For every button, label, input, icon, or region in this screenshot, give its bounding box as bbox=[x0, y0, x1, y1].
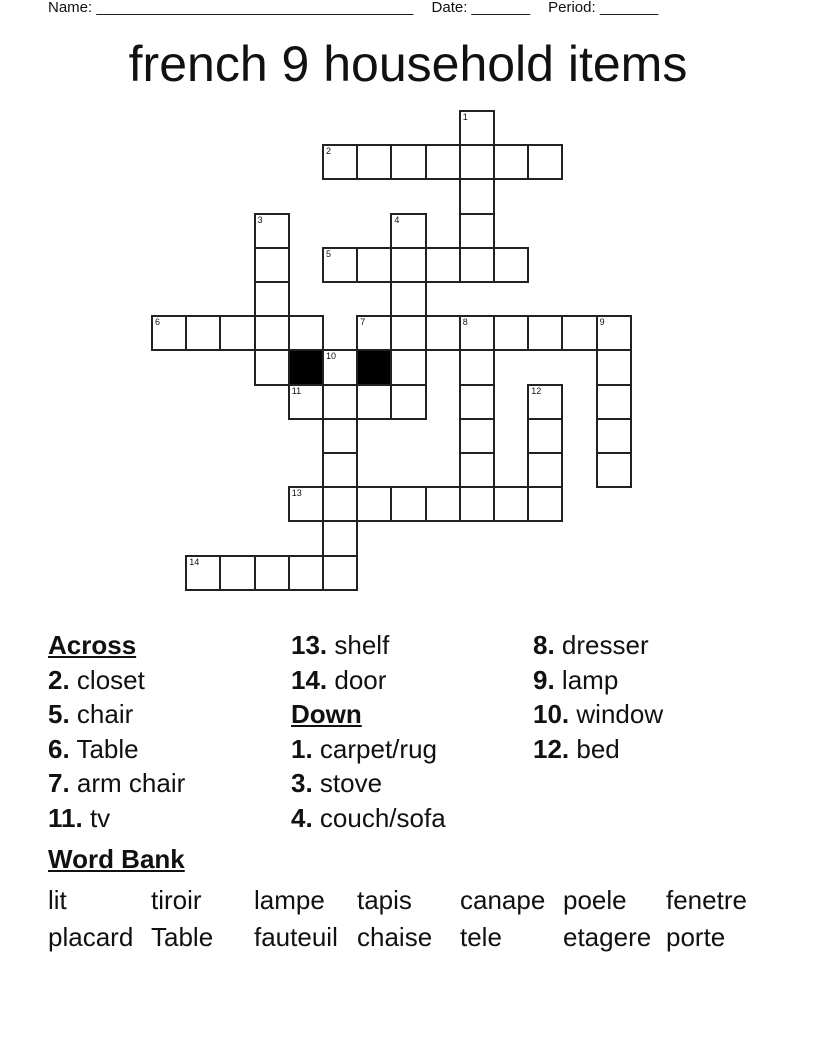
clue-text: dresser bbox=[561, 630, 649, 660]
clue-column-3 bbox=[533, 628, 663, 766]
word-bank-word: etagere bbox=[563, 922, 652, 952]
clue-text: shelf bbox=[334, 630, 390, 660]
clue-number: 8. bbox=[533, 630, 555, 660]
crossword-cell[interactable] bbox=[459, 315, 495, 351]
clue-across-6 bbox=[48, 732, 185, 767]
clue-across-2 bbox=[48, 663, 185, 698]
word-bank-title: Word Bank bbox=[48, 844, 185, 874]
crossword-cell[interactable] bbox=[459, 144, 495, 180]
crossword-cell[interactable] bbox=[493, 247, 529, 283]
crossword-cell[interactable] bbox=[425, 247, 461, 283]
clue-number-label: 12 bbox=[531, 385, 542, 396]
crossword-cell[interactable] bbox=[390, 281, 426, 317]
down-heading: Down bbox=[291, 699, 362, 729]
crossword-cell[interactable] bbox=[459, 110, 495, 146]
clue-number-label: 1 bbox=[462, 112, 468, 122]
clue-number-label: 6 bbox=[155, 317, 161, 328]
crossword-cell[interactable] bbox=[527, 452, 563, 488]
clue-number: 12. bbox=[533, 733, 570, 764]
clue-down-10 bbox=[533, 697, 663, 732]
word-bank-word: chaise bbox=[357, 922, 433, 952]
clue-text: Table bbox=[76, 733, 139, 764]
name-field-label[interactable]: Name: ______________________________________ bbox=[48, 0, 414, 16]
crossword-cell[interactable] bbox=[322, 452, 358, 488]
clue-number-label: 13 bbox=[291, 488, 302, 499]
crossword-black-cell bbox=[356, 349, 392, 385]
crossword-cell[interactable] bbox=[322, 384, 358, 420]
clue-number: 1. bbox=[291, 733, 313, 764]
word-bank-word: fauteuil bbox=[254, 922, 338, 952]
clue-number: 2. bbox=[48, 664, 70, 695]
crossword-cell[interactable] bbox=[254, 349, 290, 385]
clue-number: 6. bbox=[48, 733, 70, 764]
clue-down-3 bbox=[291, 766, 446, 801]
crossword-cell[interactable] bbox=[425, 486, 461, 522]
crossword-cell[interactable] bbox=[288, 555, 324, 591]
crossword-cell[interactable] bbox=[459, 247, 495, 283]
crossword-cell[interactable] bbox=[527, 384, 563, 420]
crossword-cell[interactable] bbox=[322, 349, 358, 385]
clue-number-label: 14 bbox=[189, 556, 200, 567]
crossword-cell[interactable] bbox=[288, 486, 324, 522]
crossword-cell[interactable] bbox=[356, 315, 392, 351]
word-bank-word: porte bbox=[666, 922, 726, 952]
crossword-cell[interactable] bbox=[288, 315, 324, 351]
word-bank-word: canape bbox=[460, 885, 546, 915]
clue-text: tv bbox=[89, 802, 111, 833]
crossword-cell[interactable] bbox=[459, 452, 495, 488]
crossword-cell[interactable] bbox=[356, 247, 392, 283]
clue-number: 14. bbox=[291, 664, 328, 695]
crossword-cell[interactable] bbox=[390, 486, 426, 522]
clue-number-label: 9 bbox=[599, 317, 605, 328]
clue-number: 7. bbox=[48, 768, 70, 798]
crossword-cell[interactable] bbox=[561, 315, 597, 351]
crossword-cell[interactable] bbox=[459, 178, 495, 214]
crossword-cell[interactable] bbox=[459, 213, 495, 249]
word-bank-word: tiroir bbox=[151, 885, 202, 915]
crossword-cell[interactable] bbox=[527, 486, 563, 522]
clue-number-label: 8 bbox=[462, 317, 468, 328]
crossword-cell[interactable] bbox=[493, 486, 529, 522]
crossword-cell[interactable] bbox=[185, 555, 221, 591]
clue-down-4 bbox=[291, 801, 446, 836]
clue-number: 5. bbox=[48, 699, 70, 729]
crossword-cell[interactable] bbox=[322, 486, 358, 522]
crossword-cell[interactable] bbox=[527, 418, 563, 454]
crossword-cell[interactable] bbox=[322, 520, 358, 556]
crossword-cell[interactable] bbox=[596, 384, 632, 420]
crossword-cell[interactable] bbox=[356, 486, 392, 522]
crossword-cell[interactable] bbox=[254, 213, 290, 249]
crossword-cell[interactable] bbox=[596, 349, 632, 385]
crossword-cell[interactable] bbox=[254, 281, 290, 317]
crossword-cell[interactable] bbox=[527, 144, 563, 180]
clue-number: 3. bbox=[291, 768, 313, 798]
clue-down-1 bbox=[291, 732, 446, 767]
clue-down-9 bbox=[533, 663, 663, 698]
across-heading: Across bbox=[48, 630, 137, 660]
word-bank-word: tele bbox=[460, 922, 502, 952]
crossword-cell[interactable] bbox=[322, 418, 358, 454]
crossword-cell[interactable] bbox=[459, 384, 495, 420]
crossword-cell[interactable] bbox=[459, 418, 495, 454]
word-bank-word: poele bbox=[563, 885, 627, 915]
crossword-cell[interactable] bbox=[459, 486, 495, 522]
crossword-cell[interactable] bbox=[459, 349, 495, 385]
clue-text: chair bbox=[76, 699, 134, 729]
clue-number: 4. bbox=[291, 802, 313, 833]
crossword-cell[interactable] bbox=[390, 384, 426, 420]
crossword-cell[interactable] bbox=[596, 315, 632, 351]
clue-text: lamp bbox=[561, 664, 619, 695]
clue-column-1 bbox=[48, 628, 185, 835]
clue-text: window bbox=[576, 699, 664, 729]
word-bank-word: lit bbox=[48, 885, 67, 915]
clue-across-5 bbox=[48, 697, 185, 732]
crossword-cell[interactable] bbox=[254, 315, 290, 351]
clue-number: 11. bbox=[48, 802, 83, 833]
clue-across-13 bbox=[291, 628, 446, 663]
clue-down-8 bbox=[533, 628, 663, 663]
clue-across-14 bbox=[291, 663, 446, 698]
clue-text: bed bbox=[576, 733, 620, 764]
date-field-label[interactable]: Date: _______ bbox=[431, 0, 530, 16]
clue-number-label: 5 bbox=[326, 248, 332, 259]
clue-down-12 bbox=[533, 732, 663, 767]
crossword-cell[interactable] bbox=[151, 315, 187, 351]
crossword-cell[interactable] bbox=[493, 144, 529, 180]
word-bank-word: lampe bbox=[254, 885, 325, 915]
clue-column-2 bbox=[291, 628, 446, 835]
crossword-cell[interactable] bbox=[425, 144, 461, 180]
clue-number-label: 7 bbox=[360, 317, 366, 328]
clue-number-label: 11 bbox=[291, 385, 302, 396]
clue-text: closet bbox=[76, 664, 145, 695]
crossword-cell[interactable] bbox=[493, 315, 529, 351]
clue-text: door bbox=[334, 664, 387, 695]
crossword-black-cell bbox=[288, 349, 324, 385]
clue-text: couch/sofa bbox=[319, 802, 446, 833]
crossword-cell[interactable] bbox=[527, 315, 563, 351]
crossword-cell[interactable] bbox=[390, 315, 426, 351]
clue-number: 13. bbox=[291, 630, 328, 660]
crossword-cell[interactable] bbox=[390, 349, 426, 385]
clue-number-label: 3 bbox=[257, 214, 263, 225]
crossword-cell[interactable] bbox=[219, 555, 255, 591]
word-bank-word: tapis bbox=[357, 885, 412, 915]
crossword-cell[interactable] bbox=[356, 384, 392, 420]
word-bank-word: Table bbox=[151, 922, 214, 952]
crossword-cell[interactable] bbox=[322, 247, 358, 283]
word-bank bbox=[48, 882, 769, 956]
clue-number: 10. bbox=[533, 699, 570, 729]
word-bank-word: fenetre bbox=[666, 885, 747, 915]
crossword-cell[interactable] bbox=[390, 247, 426, 283]
crossword-cell[interactable] bbox=[254, 555, 290, 591]
crossword-cell[interactable] bbox=[322, 144, 358, 180]
period-field-label[interactable]: Period: _______ bbox=[548, 0, 659, 16]
clue-text: stove bbox=[319, 768, 383, 798]
crossword-cell[interactable] bbox=[322, 555, 358, 591]
crossword-cell[interactable] bbox=[425, 315, 461, 351]
word-bank-word: placard bbox=[48, 922, 134, 952]
crossword-cell[interactable] bbox=[356, 144, 392, 180]
page-title: french 9 household items bbox=[128, 36, 688, 92]
clue-number-label: 10 bbox=[326, 351, 337, 362]
crossword-cell[interactable] bbox=[596, 452, 632, 488]
crossword-cell[interactable] bbox=[390, 144, 426, 180]
crossword-cell[interactable] bbox=[185, 315, 221, 351]
clue-number-label: 2 bbox=[326, 146, 332, 157]
crossword-cell[interactable] bbox=[219, 315, 255, 351]
clue-number-label: 4 bbox=[394, 214, 400, 225]
clue-across-7 bbox=[48, 766, 185, 801]
crossword-cell[interactable] bbox=[390, 213, 426, 249]
crossword-cell[interactable] bbox=[254, 247, 290, 283]
crossword-cell[interactable] bbox=[288, 384, 324, 420]
clue-across-11 bbox=[48, 801, 185, 836]
clue-text: arm chair bbox=[76, 768, 186, 798]
clue-number: 9. bbox=[533, 664, 555, 695]
clue-text: carpet/rug bbox=[319, 733, 437, 764]
crossword-cell[interactable] bbox=[596, 418, 632, 454]
